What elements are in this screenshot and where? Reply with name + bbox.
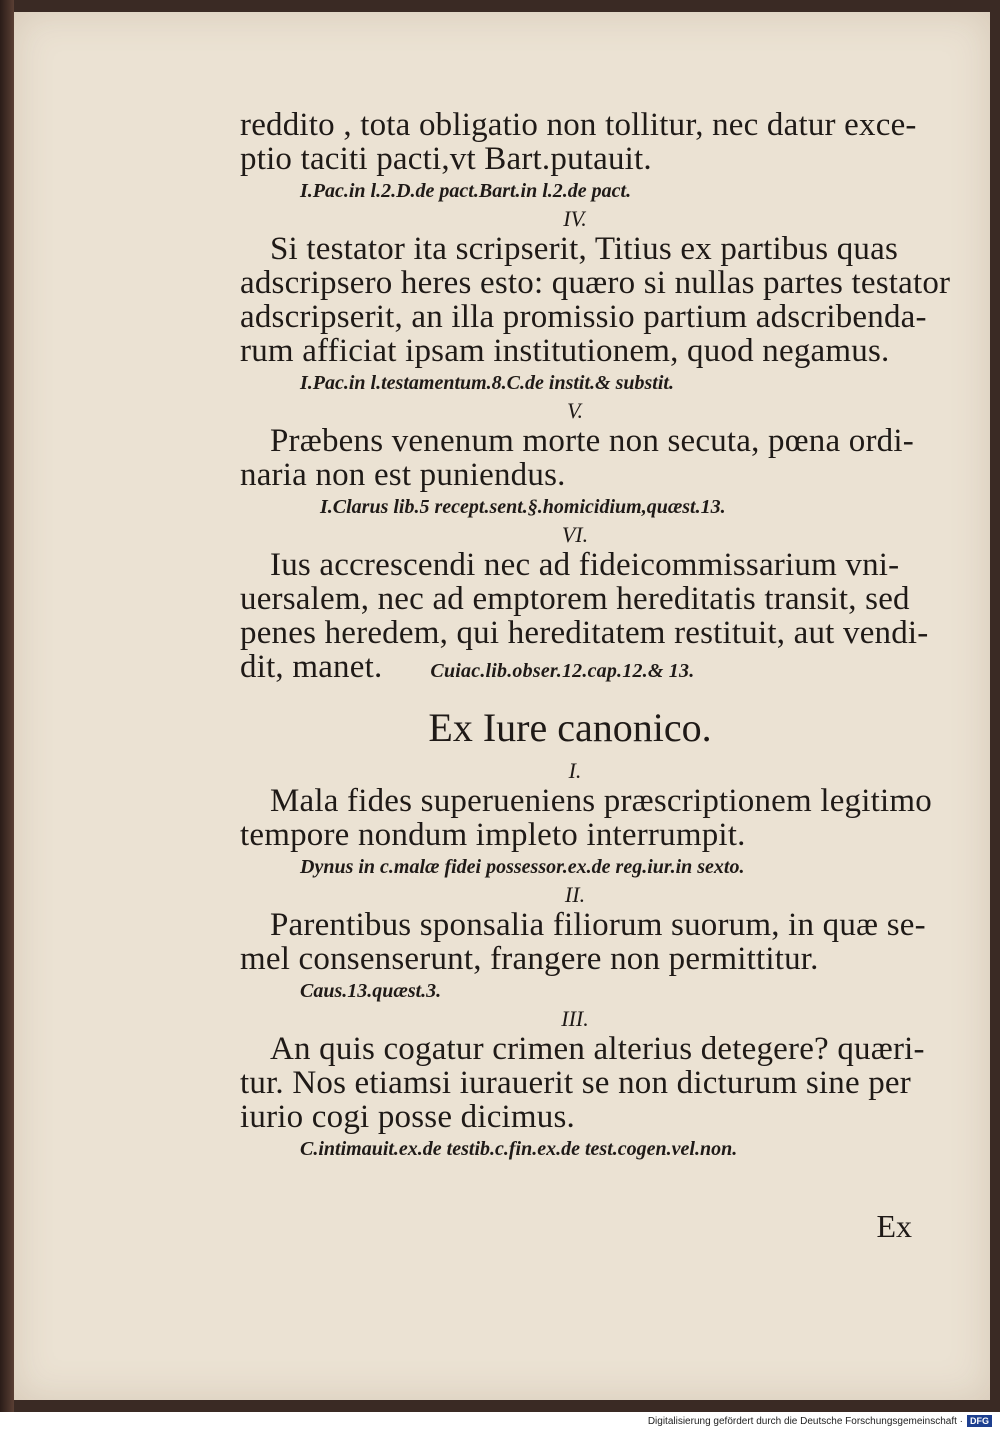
text-line: An quis cogatur crimen alterius detegere? quæri- xyxy=(270,1031,925,1067)
text-line: adscripsero heres esto: quæro si nullas partes testator xyxy=(240,265,951,301)
text-line-body: dit, manet. xyxy=(240,649,383,685)
section-number: VI. xyxy=(561,522,589,547)
text-line: uersalem, nec ad emptorem hereditatis transit, sed xyxy=(240,581,910,617)
text-line: iurio cogi posse dicimus. xyxy=(240,1099,575,1135)
text-line: Parentibus sponsalia filiorum suorum, in quæ se- xyxy=(270,907,926,943)
text-line: mel consenserunt, frangere non permittitur. xyxy=(240,941,819,977)
text-line xyxy=(240,650,920,688)
citation-line: I.Pac.in l.testamentum.8.C.de instit.& substit. xyxy=(300,372,674,394)
text-line: naria non est puniendus. xyxy=(240,457,566,493)
section-number: V. xyxy=(566,398,584,423)
catchword: Ex xyxy=(876,1208,912,1244)
section-heading: Ex Iure canonico. xyxy=(428,705,712,750)
section-number: IV. xyxy=(563,206,587,231)
citation-line: Caus.13.quæst.3. xyxy=(300,980,442,1002)
text-line: Mala fides superueniens præscriptionem legitimo xyxy=(270,783,932,819)
page-text-body xyxy=(240,107,951,1164)
section-number: I. xyxy=(568,758,582,783)
text-line: penes heredem, qui hereditatem restituit, aut vendi- xyxy=(240,615,929,651)
section-number: II. xyxy=(564,882,586,907)
text-line: adscripserit, an illa promissio partium adscribenda- xyxy=(240,299,927,335)
text-line: reddito , tota obligatio non tollitur, nec datur exce- xyxy=(240,107,917,143)
text-line: rum afficiat ipsam institutionem, quod negamus. xyxy=(240,333,890,369)
text-line: Præbens venenum morte non secuta, pœna ordi- xyxy=(270,423,914,459)
text-line: tempore nondum impleto interrumpit. xyxy=(240,817,746,853)
citation-line: Dynus in c.malæ fidei possessor.ex.de reg.iur.in sexto. xyxy=(300,856,745,878)
text-line: ptio taciti pacti,vt Bart.putauit. xyxy=(240,141,652,177)
footer-credit-text: Digitalisierung gefördert durch die Deutsche Forschungsgemeinschaft · xyxy=(647,1415,963,1427)
footer-credit xyxy=(648,1415,992,1427)
text-line: Si testator ita scripserit, Titius ex partibus quas xyxy=(270,231,898,267)
citation-line: I.Pac.in l.2.D.de pact.Bart.in l.2.de pact. xyxy=(300,180,632,202)
citation-inline: Cuiac.lib.obser.12.cap.12.& 13. xyxy=(430,660,695,682)
citation-line: I.Clarus lib.5 recept.sent.§.homicidium,quæst.13. xyxy=(320,496,726,518)
citation-line: C.intimauit.ex.de testib.c.fin.ex.de test.cogen.vel.non. xyxy=(300,1138,738,1160)
text-line: tur. Nos etiamsi iurauerit se non dicturum sine per xyxy=(240,1065,911,1101)
dfg-logo: DFG xyxy=(967,1415,992,1427)
text-line: Ius accrescendi nec ad fideicommissarium vni- xyxy=(270,547,900,583)
book-spine-edge xyxy=(0,0,14,1412)
section-number: III. xyxy=(561,1006,589,1031)
